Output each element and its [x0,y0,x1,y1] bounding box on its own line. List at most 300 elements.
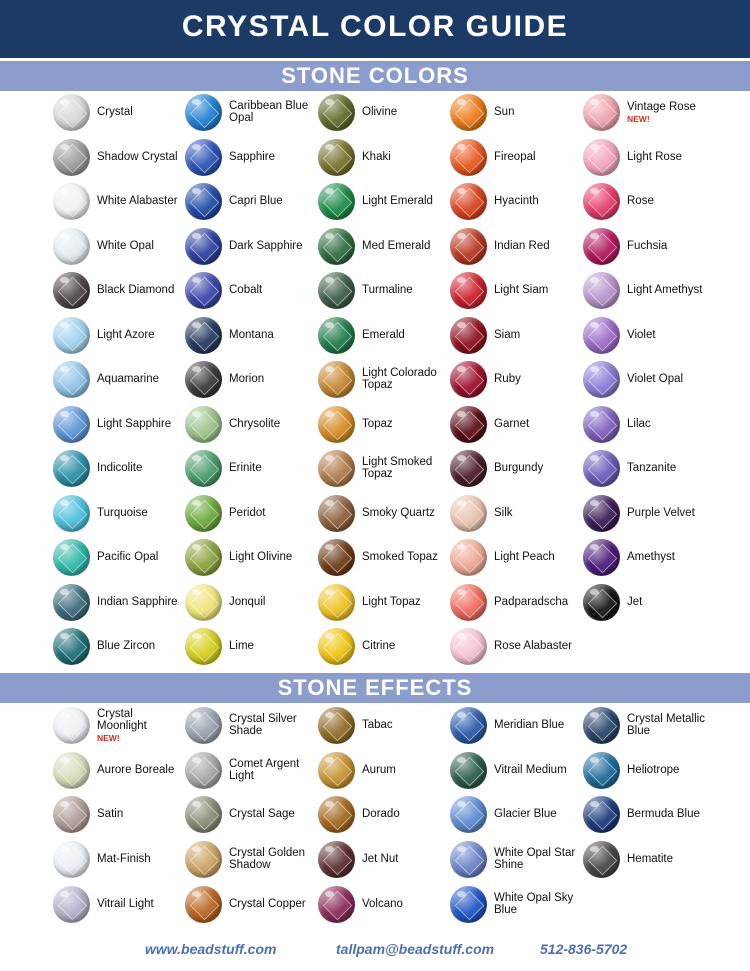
stone-swatch [53,450,90,487]
swatch-text [494,448,582,488]
swatch-name: Volcano [362,898,403,910]
stone-swatch [53,886,90,923]
stone-swatch [53,707,90,744]
swatch-name: Mat-Finish [97,853,151,865]
swatch-item [53,750,185,794]
swatch-text [97,794,185,834]
swatch-item [53,270,185,314]
swatch-name: Emerald [362,329,405,341]
footer-email-link[interactable]: tallpam@beadstuff.com [336,941,495,957]
stone-swatch [318,886,355,923]
swatch-name: Khaki [362,151,391,163]
swatch-name: Aquamarine [97,373,160,385]
swatch-item [185,493,317,537]
swatch-text [97,750,185,790]
stone-swatch [583,139,620,176]
stone-swatch [318,841,355,878]
swatch-name: Light Smoked Topaz [362,456,433,480]
swatch-name: Violet [627,329,656,341]
swatch-item [450,448,582,492]
swatch-name: Turquoise [97,507,148,519]
swatch-name: White Opal [97,240,154,252]
swatch-name: Aurum [362,764,396,776]
swatch-text [229,537,317,577]
swatch-text [229,181,317,221]
stone-swatch [450,450,487,487]
stone-swatch [53,628,90,665]
swatch-item [185,582,317,626]
swatch-item [185,705,317,749]
swatch-text [627,181,715,221]
stone-swatch [185,406,222,443]
swatch-item [450,794,582,838]
swatch-name: Crystal Metallic Blue [627,713,705,737]
swatch-item [185,92,317,136]
swatch-text [229,493,317,533]
stone-swatch [53,183,90,220]
swatch-item [450,493,582,537]
swatch-name: Silk [494,507,513,519]
swatch-item [185,404,317,448]
swatch-name: Crystal Silver Shade [229,713,297,737]
swatch-name: Pacific Opal [97,551,159,563]
swatch-text [494,884,582,924]
stone-swatch [450,406,487,443]
stone-swatch [450,495,487,532]
swatch-name: Dorado [362,808,400,820]
swatch-name: Citrine [362,640,396,652]
swatch-text [97,404,185,444]
stone-swatch [53,139,90,176]
swatch-item [583,226,715,270]
swatch-text [494,359,582,399]
swatch-name: Fireopal [494,151,536,163]
swatch-name: Padparadscha [494,596,569,608]
stone-swatch [318,628,355,665]
stone-swatch [318,361,355,398]
swatch-text [362,315,450,355]
swatch-item [53,226,185,270]
stone-swatch [450,139,487,176]
stone-swatch [318,139,355,176]
swatch-text [494,270,582,310]
stone-swatch [583,841,620,878]
swatch-text [494,137,582,177]
swatch-item [53,794,185,838]
stone-swatch [583,584,620,621]
stone-swatch [318,94,355,131]
swatch-name: Indicolite [97,462,143,474]
stone-swatch [53,406,90,443]
swatch-item [450,404,582,448]
stone-swatch [583,361,620,398]
stone-swatch [185,841,222,878]
stone-swatch [185,584,222,621]
swatch-item [53,884,185,928]
swatch-item [185,626,317,670]
footer [0,941,750,963]
swatch-text [362,359,450,399]
swatch-item [583,404,715,448]
swatch-name: Light Emerald [362,195,433,207]
stone-swatch [185,539,222,576]
stone-swatch [318,183,355,220]
swatch-item [53,626,185,670]
swatch-name: Tabac [362,719,393,731]
swatch-text [494,582,582,622]
swatch-name: Lilac [627,418,651,430]
swatch-item [450,537,582,581]
swatch-item [318,226,450,270]
swatch-name: Vintage Rose [627,100,696,113]
swatch-item [185,181,317,225]
swatch-item [185,226,317,270]
swatch-item [185,270,317,314]
swatch-item [318,794,450,838]
stone-swatch [450,183,487,220]
swatch-item [318,315,450,359]
swatch-name: Crystal Copper [229,898,306,910]
swatch-item [53,92,185,136]
swatch-item [583,537,715,581]
stone-swatch [185,272,222,309]
swatch-text [494,705,582,745]
swatch-name: Siam [494,329,521,341]
swatch-name: Light Topaz [362,596,421,608]
swatch-name: Light Amethyst [627,284,703,296]
page-title: CRYSTAL COLOR GUIDE [0,0,750,58]
swatch-item [185,137,317,181]
swatch-item [583,839,715,883]
swatch-item [53,493,185,537]
swatch-text [627,404,715,444]
swatch-text [494,315,582,355]
swatch-text [362,705,450,745]
swatch-name: Turmaline [362,284,413,296]
swatch-item [583,794,715,838]
stone-swatch [583,406,620,443]
stone-swatch [450,584,487,621]
swatch-item [583,270,715,314]
swatch-text [97,137,185,177]
swatch-item [450,359,582,403]
footer-website-link[interactable]: www.beadstuff.com [145,941,277,957]
swatch-item [318,750,450,794]
swatch-name: Rose Alabaster [494,640,572,652]
swatch-item [53,582,185,626]
stone-swatch [185,707,222,744]
stone-swatch [583,94,620,131]
stone-swatch [185,450,222,487]
swatch-name: Chrysolite [229,418,281,430]
new-badge: NEW! [627,113,650,124]
stone-swatch [583,539,620,576]
swatch-text [229,404,317,444]
stone-swatch [450,317,487,354]
stone-swatch [185,183,222,220]
swatch-item [53,181,185,225]
stone-swatch [185,628,222,665]
swatch-text [627,92,715,132]
swatch-item [318,181,450,225]
swatch-text [362,226,450,266]
swatch-text [229,582,317,622]
stone-swatch [450,539,487,576]
stone-swatch [450,94,487,131]
swatch-item [583,181,715,225]
swatch-item [450,315,582,359]
stone-swatch [318,272,355,309]
swatch-name: White Alabaster [97,195,178,207]
swatch-item [318,448,450,492]
stone-swatch [583,707,620,744]
swatch-name: Capri Blue [229,195,283,207]
stone-swatch [583,796,620,833]
stone-swatch [53,94,90,131]
swatch-text [362,92,450,132]
swatch-name: Indian Sapphire [97,596,178,608]
stone-swatch [185,796,222,833]
swatch-item [185,537,317,581]
swatch-item [450,705,582,749]
swatch-text [229,626,317,666]
swatch-item [318,705,450,749]
swatch-item [450,750,582,794]
swatch-text [97,448,185,488]
swatch-item [53,404,185,448]
swatch-text [97,582,185,622]
swatch-item [450,839,582,883]
swatch-name: Light Peach [494,551,555,563]
swatch-text [494,794,582,834]
swatch-text [627,839,715,879]
stone-swatch [583,495,620,532]
swatch-text [362,137,450,177]
swatch-name: Comet Argent Light [229,758,300,782]
swatch-item [318,839,450,883]
swatch-text [362,884,450,924]
swatch-item [583,92,715,136]
swatch-text [97,705,185,745]
swatch-name: Glacier Blue [494,808,557,820]
stone-swatch [450,361,487,398]
stone-swatch [185,228,222,265]
swatch-text [627,582,715,622]
swatch-item [318,404,450,448]
swatch-text [97,315,185,355]
stone-swatch [583,450,620,487]
swatch-text [97,226,185,266]
swatch-text [362,626,450,666]
swatch-item [583,750,715,794]
swatch-item [450,92,582,136]
swatch-name: Shadow Crystal [97,151,178,163]
stone-swatch [185,139,222,176]
swatch-text [97,92,185,132]
swatch-text [494,537,582,577]
swatch-text [627,226,715,266]
swatch-item [583,448,715,492]
swatch-name: Black Diamond [97,284,175,296]
swatch-item [318,270,450,314]
swatch-item [450,582,582,626]
swatch-name: Light Sapphire [97,418,172,430]
swatch-item [53,839,185,883]
swatch-item [583,582,715,626]
swatch-name: Crystal Golden Shadow [229,847,306,871]
swatch-text [494,181,582,221]
swatch-name: Light Colorado Topaz [362,367,437,391]
swatch-name: Violet Opal [627,373,684,385]
swatch-name: Meridian Blue [494,719,565,731]
swatch-item [450,884,582,928]
swatch-item [318,359,450,403]
stone-swatch [318,707,355,744]
swatch-text [627,137,715,177]
swatch-name: White Opal Star Shine [494,847,576,871]
swatch-name: Amethyst [627,551,675,563]
swatch-item [583,493,715,537]
swatch-name: Lime [229,640,254,652]
swatch-name: Blue Zircon [97,640,156,652]
swatch-name: White Opal Sky Blue [494,892,574,916]
swatch-name: Rose [627,195,654,207]
stone-swatch [318,539,355,576]
stone-swatch [318,317,355,354]
swatch-text [97,537,185,577]
swatch-text [229,359,317,399]
swatch-text [494,750,582,790]
swatch-name: Jet [627,596,643,608]
swatch-text [362,493,450,533]
swatch-name: Smoky Quartz [362,507,435,519]
stone-swatch [53,539,90,576]
swatch-text [494,404,582,444]
swatch-item [53,359,185,403]
swatch-text [627,750,715,790]
swatch-name: Sapphire [229,151,276,163]
swatch-name: Morion [229,373,265,385]
swatch-name: Fuchsia [627,240,668,252]
swatch-name: Smoked Topaz [362,551,438,563]
swatch-text [627,270,715,310]
swatch-text [494,92,582,132]
stone-swatch [185,886,222,923]
swatch-name: Hyacinth [494,195,539,207]
swatch-text [229,839,317,879]
stone-swatch [450,707,487,744]
swatch-text [229,448,317,488]
swatch-name: Jet Nut [362,853,399,865]
stone-swatch [318,450,355,487]
swatch-item [318,884,450,928]
swatch-item [450,226,582,270]
swatch-text [362,794,450,834]
swatch-item [583,315,715,359]
stone-swatch [53,361,90,398]
swatch-item [185,884,317,928]
swatch-name: Purple Velvet [627,507,695,519]
swatch-name: Erinite [229,462,262,474]
stone-swatch [53,752,90,789]
section-heading-stone-colors: STONE COLORS [0,61,750,91]
stone-swatch [53,228,90,265]
swatch-text [97,839,185,879]
swatch-name: Cobalt [229,284,263,296]
swatch-item [185,794,317,838]
stone-swatch [318,584,355,621]
swatch-name: Sun [494,106,515,118]
swatch-text [362,181,450,221]
swatch-name: Med Emerald [362,240,431,252]
swatch-name: Aurore Boreale [97,764,175,776]
swatch-text [229,315,317,355]
stone-swatch [450,886,487,923]
swatch-text [97,359,185,399]
swatch-name: Montana [229,329,274,341]
stone-swatch [185,317,222,354]
swatch-item [583,137,715,181]
swatch-text [229,705,317,745]
swatch-text [627,493,715,533]
swatch-text [97,270,185,310]
swatch-item [185,315,317,359]
swatch-item [318,626,450,670]
swatch-item [318,537,450,581]
swatch-item [185,750,317,794]
stone-swatch [318,796,355,833]
swatch-text [362,448,450,488]
stone-swatch [53,272,90,309]
swatch-text [362,404,450,444]
swatch-name: Garnet [494,418,530,430]
stone-swatch [185,94,222,131]
stone-swatch [185,752,222,789]
section-heading-stone-effects: STONE EFFECTS [0,673,750,703]
swatch-item [185,359,317,403]
swatch-item [318,92,450,136]
swatch-item [583,359,715,403]
swatch-name: Crystal Sage [229,808,295,820]
swatch-text [627,537,715,577]
swatch-text [627,794,715,834]
swatch-text [362,839,450,879]
stone-swatch [450,628,487,665]
swatch-text [494,839,582,879]
swatch-text [362,270,450,310]
swatch-name: Indian Red [494,240,550,252]
swatch-text [362,750,450,790]
new-badge: NEW! [97,732,120,743]
stone-swatch [450,796,487,833]
swatch-item [583,705,715,749]
swatch-name: Crystal Moonlight [97,707,147,732]
swatch-item [318,582,450,626]
stone-swatch [185,495,222,532]
swatch-name: Caribbean Blue Opal [229,100,309,124]
stone-swatch [318,495,355,532]
swatch-item [53,315,185,359]
stone-swatch [583,317,620,354]
swatch-text [97,181,185,221]
swatch-text [627,448,715,488]
swatch-name: Dark Sapphire [229,240,303,252]
swatch-name: Burgundy [494,462,544,474]
stone-swatch [53,796,90,833]
swatch-text [362,582,450,622]
swatch-name: Vitrail Medium [494,764,567,776]
swatch-text [229,884,317,924]
